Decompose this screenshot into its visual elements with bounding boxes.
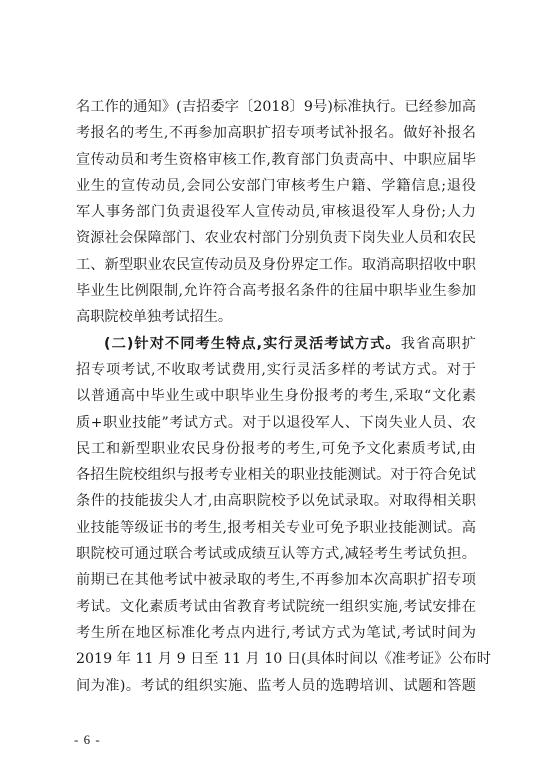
body-line: 质+职业技能”考试方式。对于以退役军人、下岗失业人员、农 xyxy=(76,414,476,431)
body-line: 名工作的通知》(吉招委字〔2018〕9号)标准执行。已经参加高 xyxy=(76,99,476,115)
body-line: 条件的技能拔尖人才,由高职院校予以免试录取。对取得相关职 xyxy=(76,493,476,510)
section-heading-continuation: 我省高职扩 xyxy=(400,335,476,352)
body-line: 高职院校单独考试招生。 xyxy=(76,309,233,326)
body-line: 军人事务部门负责退役军人宣传动员,审核退役军人身份;人力 xyxy=(76,204,476,221)
body-line: 业生的宣传动员,会同公安部门审核考生户籍、学籍信息;退役 xyxy=(76,177,476,194)
body-line: 工、新型职业农民宣传动员及身份界定工作。取消高职招收中职 xyxy=(76,256,476,273)
section-heading: (二)针对不同考生特点,实行灵活考试方式。 xyxy=(104,335,401,352)
body-line: 考报名的考生,不再参加高职扩招专项考试补报名。做好补报名 xyxy=(76,125,476,142)
body-line: 毕业生比例限制,允许符合高考报名条件的往届中职毕业生参加 xyxy=(76,283,476,300)
body-line: 间为准)。考试的组织实施、监考人员的选聘培训、试题和答题 xyxy=(76,677,476,694)
document-body xyxy=(76,94,491,699)
body-line: 业技能等级证书的考生,报考相关专业可免予职业技能测试。高 xyxy=(76,519,476,536)
page-number: - 6 - xyxy=(74,732,101,747)
body-line: 考生所在地区标准化考点内进行,考试方式为笔试,考试时间为 xyxy=(76,624,476,641)
body-line: 宣传动员和考生资格审核工作,教育部门负责高中、中职应届毕 xyxy=(76,151,476,168)
body-line: 考试。文化素质考试由省教育考试院统一组织实施,考试安排在 xyxy=(76,598,476,615)
body-line: 前期已在其他考试中被录取的考生,不再参加本次高职扩招专项 xyxy=(76,572,476,589)
section-heading-line xyxy=(76,331,476,357)
body-line: 各招生院校组织与报考专业相关的职业技能测试。对于符合免试 xyxy=(76,467,476,484)
body-line: 招专项考试,不收取考试费用,实行灵活多样的考试方式。对于 xyxy=(76,361,476,378)
body-line: 职院校可通过联合考试或成绩互认等方式,减轻考生考试负担。 xyxy=(76,546,476,563)
body-line: 资源社会保障部门、农业农村部门分别负责下岗失业人员和农民 xyxy=(76,230,476,247)
body-line: 民工和新型职业农民身份报考的考生,可免予文化素质考试,由 xyxy=(76,440,476,457)
body-line: 2019 年 11 月 9 日至 11 月 10 日(具体时间以《准考证》公布时 xyxy=(76,651,491,668)
body-line: 以普通高中毕业生或中职毕业生身份报考的考生,采取“文化素 xyxy=(76,388,476,405)
